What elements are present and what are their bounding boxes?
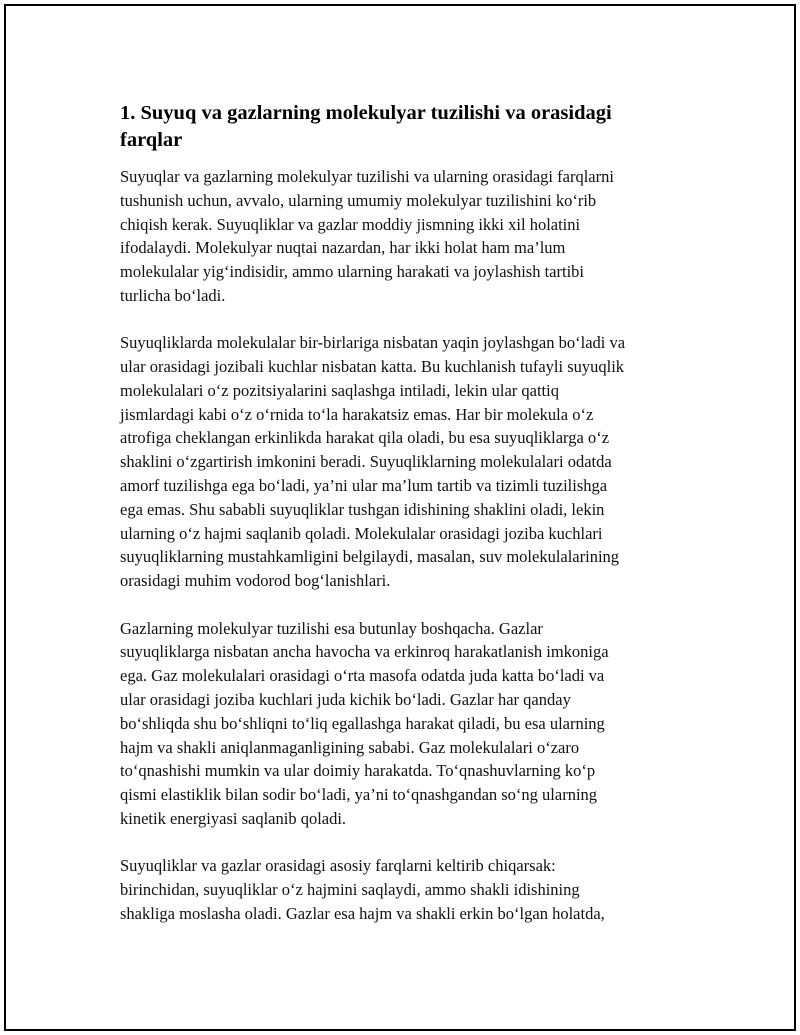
paragraph-line: orasidagi muhim vodorod bog‘lanishlari. <box>120 571 391 591</box>
paragraph-line: ular orasidagi joziba kuchlari juda kichik bo‘ladi. Gazlar har qanday <box>120 689 571 709</box>
paragraph <box>120 854 690 925</box>
paragraph <box>120 165 690 308</box>
paragraph-line: turlicha bo‘ladi. <box>120 285 226 305</box>
paragraph-line: jismlardagi kabi o‘z o‘rnida to‘la harakatsiz emas. Har bir molekula o‘z <box>120 404 594 424</box>
paragraph-line: birinchidan, suyuqliklar o‘z hajmini saqlaydi, ammo shakli idishining <box>120 880 580 900</box>
paragraph-line: chiqish kerak. Suyuqliklar va gazlar moddiy jismning ikki xil holatini <box>120 214 581 234</box>
paragraph-line: shaklini o‘zgartirish imkonini beradi. Suyuqliklarning molekulalari odatda <box>120 452 612 472</box>
paragraph-line: ega emas. Shu sababli suyuqliklar tushgan idishining shaklini oladi, lekin <box>120 499 605 519</box>
paragraphs-container <box>120 165 690 926</box>
paragraph-line: molekulalari o‘z pozitsiyalarini saqlashga intiladi, lekin ular qattiq <box>120 380 559 400</box>
page-frame <box>4 4 796 1031</box>
paragraph-line: bo‘shliqda shu bo‘shliqni to‘liq egallashga harakat qiladi, bu esa ularning <box>120 713 605 733</box>
heading-line: 1. Suyuq va gazlarning molekulyar tuzilishi va orasidagi <box>120 102 612 124</box>
paragraph-line: Suyuqlar va gazlarning molekulyar tuzilishi va ularning orasidagi farqlarni <box>120 167 614 186</box>
paragraph-line: Suyuqliklar va gazlar orasidagi asosiy farqlarni keltirib chiqarsak: <box>120 856 556 876</box>
paragraph-line: to‘qnashishi mumkin va ular doimiy harakatda. To‘qnashuvlarning ko‘p <box>120 761 596 781</box>
paragraph-line: amorf tuzilishga ega bo‘ladi, ya’ni ular ma’lum tartib va tizimli tuzilishga <box>120 476 608 496</box>
paragraph-line: kinetik energiyasi saqlanib qoladi. <box>120 808 347 828</box>
paragraph <box>120 331 690 593</box>
paragraph <box>120 617 690 831</box>
paragraph-line: hajm va shakli aniqlanmaganligining sababi. Gaz molekulalari o‘zaro <box>120 737 580 757</box>
paragraph-line: atrofiga cheklangan erkinlikda harakat qila oladi, bu esa suyuqliklarga o‘z <box>120 428 610 448</box>
section-heading <box>120 100 690 154</box>
paragraph-line: ega. Gaz molekulalari orasidagi o‘rta masofa odatda juda katta bo‘ladi va <box>120 666 605 686</box>
paragraph-line: Gazlarning molekulyar tuzilishi esa butunlay boshqacha. Gazlar <box>120 618 543 638</box>
paragraph-line: qismi elastiklik bilan sodir bo‘ladi, ya’ni to‘qnashgandan so‘ng ularning <box>120 785 598 805</box>
paragraph-line: tushunish uchun, avvalo, ularning umumiy molekulyar tuzilishini ko‘rib <box>120 190 597 210</box>
paragraph-line: suyuqliklarning mustahkamligini belgilaydi, masalan, suv molekulalarining <box>120 547 620 567</box>
paragraph-line: ifodalaydi. Molekulyar nuqtai nazardan, har ikki holat ham ma’lum <box>120 238 566 258</box>
paragraph-line: molekulalar yig‘indisidir, ammo ularning harakati va joylashish tartibi <box>120 262 584 282</box>
document-body <box>120 100 690 949</box>
paragraph-line: suyuqliklarga nisbatan ancha havocha va erkinroq harakatlanish imkoniga <box>120 642 609 662</box>
paragraph-line: ularning o‘z hajmi saqlanib qoladi. Molekulalar orasidagi joziba kuchlari <box>120 523 603 543</box>
heading-line: farqlar <box>120 129 183 151</box>
paragraph-line: shakliga moslasha oladi. Gazlar esa hajm va shakli erkin bo‘lgan holatda, <box>120 903 605 923</box>
paragraph-line: ular orasidagi jozibali kuchlar nisbatan katta. Bu kuchlanish tufayli suyuqlik <box>120 357 625 377</box>
paragraph-line: Suyuqliklarda molekulalar bir-birlariga nisbatan yaqin joylashgan bo‘ladi va <box>120 333 626 353</box>
